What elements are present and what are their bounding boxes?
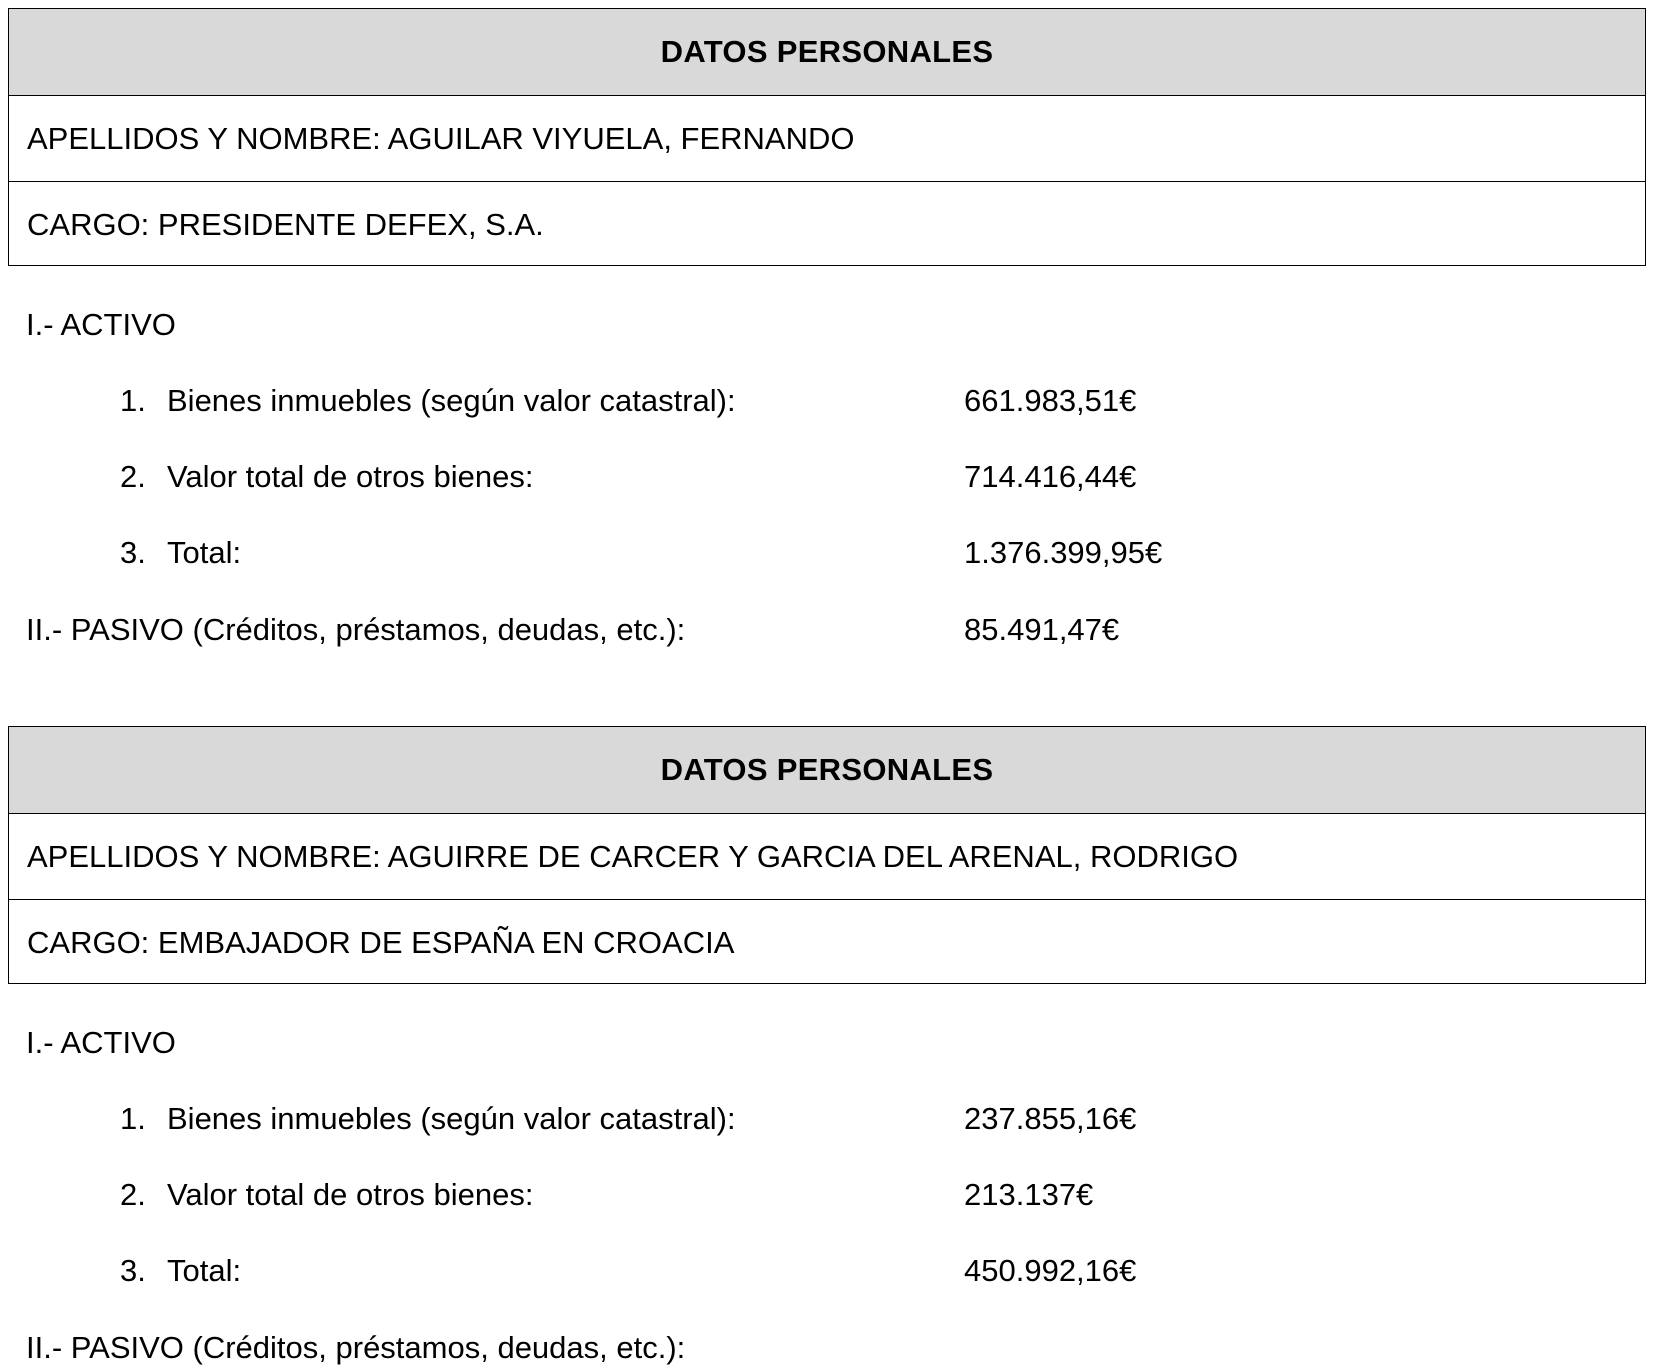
item-number: 1. [120,1101,146,1136]
item-value: 714.416,44€ [964,459,1137,494]
full-name-row: APELLIDOS Y NOMBRE: AGUILAR VIYUELA, FERNANDO [9,95,1645,181]
table-header: DATOS PERSONALES [9,727,1645,813]
pasivo-label: II.- PASIVO (Créditos, préstamos, deudas, etc.): [26,612,686,647]
activo-heading: I.- ACTIVO [26,1025,176,1060]
item-number: 2. [120,1177,146,1212]
item-value: 213.137€ [964,1177,1094,1212]
pasivo-label: II.- PASIVO (Créditos, préstamos, deudas, etc.): [26,1330,686,1365]
item-label: Total: [167,535,242,570]
item-value: 237.855,16€ [964,1101,1137,1136]
table-header: DATOS PERSONALES [9,9,1645,95]
position-row: CARGO: PRESIDENTE DEFEX, S.A. [9,181,1645,267]
item-value: 1.376.399,95€ [964,535,1163,570]
item-label: Bienes inmuebles (según valor catastral): [167,383,736,418]
item-number: 1. [120,383,146,418]
item-label: Total: [167,1253,242,1288]
item-label: Valor total de otros bienes: [167,459,534,494]
item-number: 3. [120,1253,146,1288]
position-row: CARGO: EMBAJADOR DE ESPAÑA EN CROACIA [9,899,1645,985]
item-value: 661.983,51€ [964,383,1137,418]
item-number: 2. [120,459,146,494]
full-name-row: APELLIDOS Y NOMBRE: AGUIRRE DE CARCER Y GARCIA DEL ARENAL, RODRIGO [9,813,1645,899]
pasivo-value: 85.491,47€ [964,612,1120,647]
item-number: 3. [120,535,146,570]
item-label: Bienes inmuebles (según valor catastral): [167,1101,736,1136]
item-label: Valor total de otros bienes: [167,1177,534,1212]
activo-heading: I.- ACTIVO [26,307,176,342]
personal-data-table [8,726,1646,984]
item-value: 450.992,16€ [964,1253,1137,1288]
personal-data-table [8,8,1646,266]
